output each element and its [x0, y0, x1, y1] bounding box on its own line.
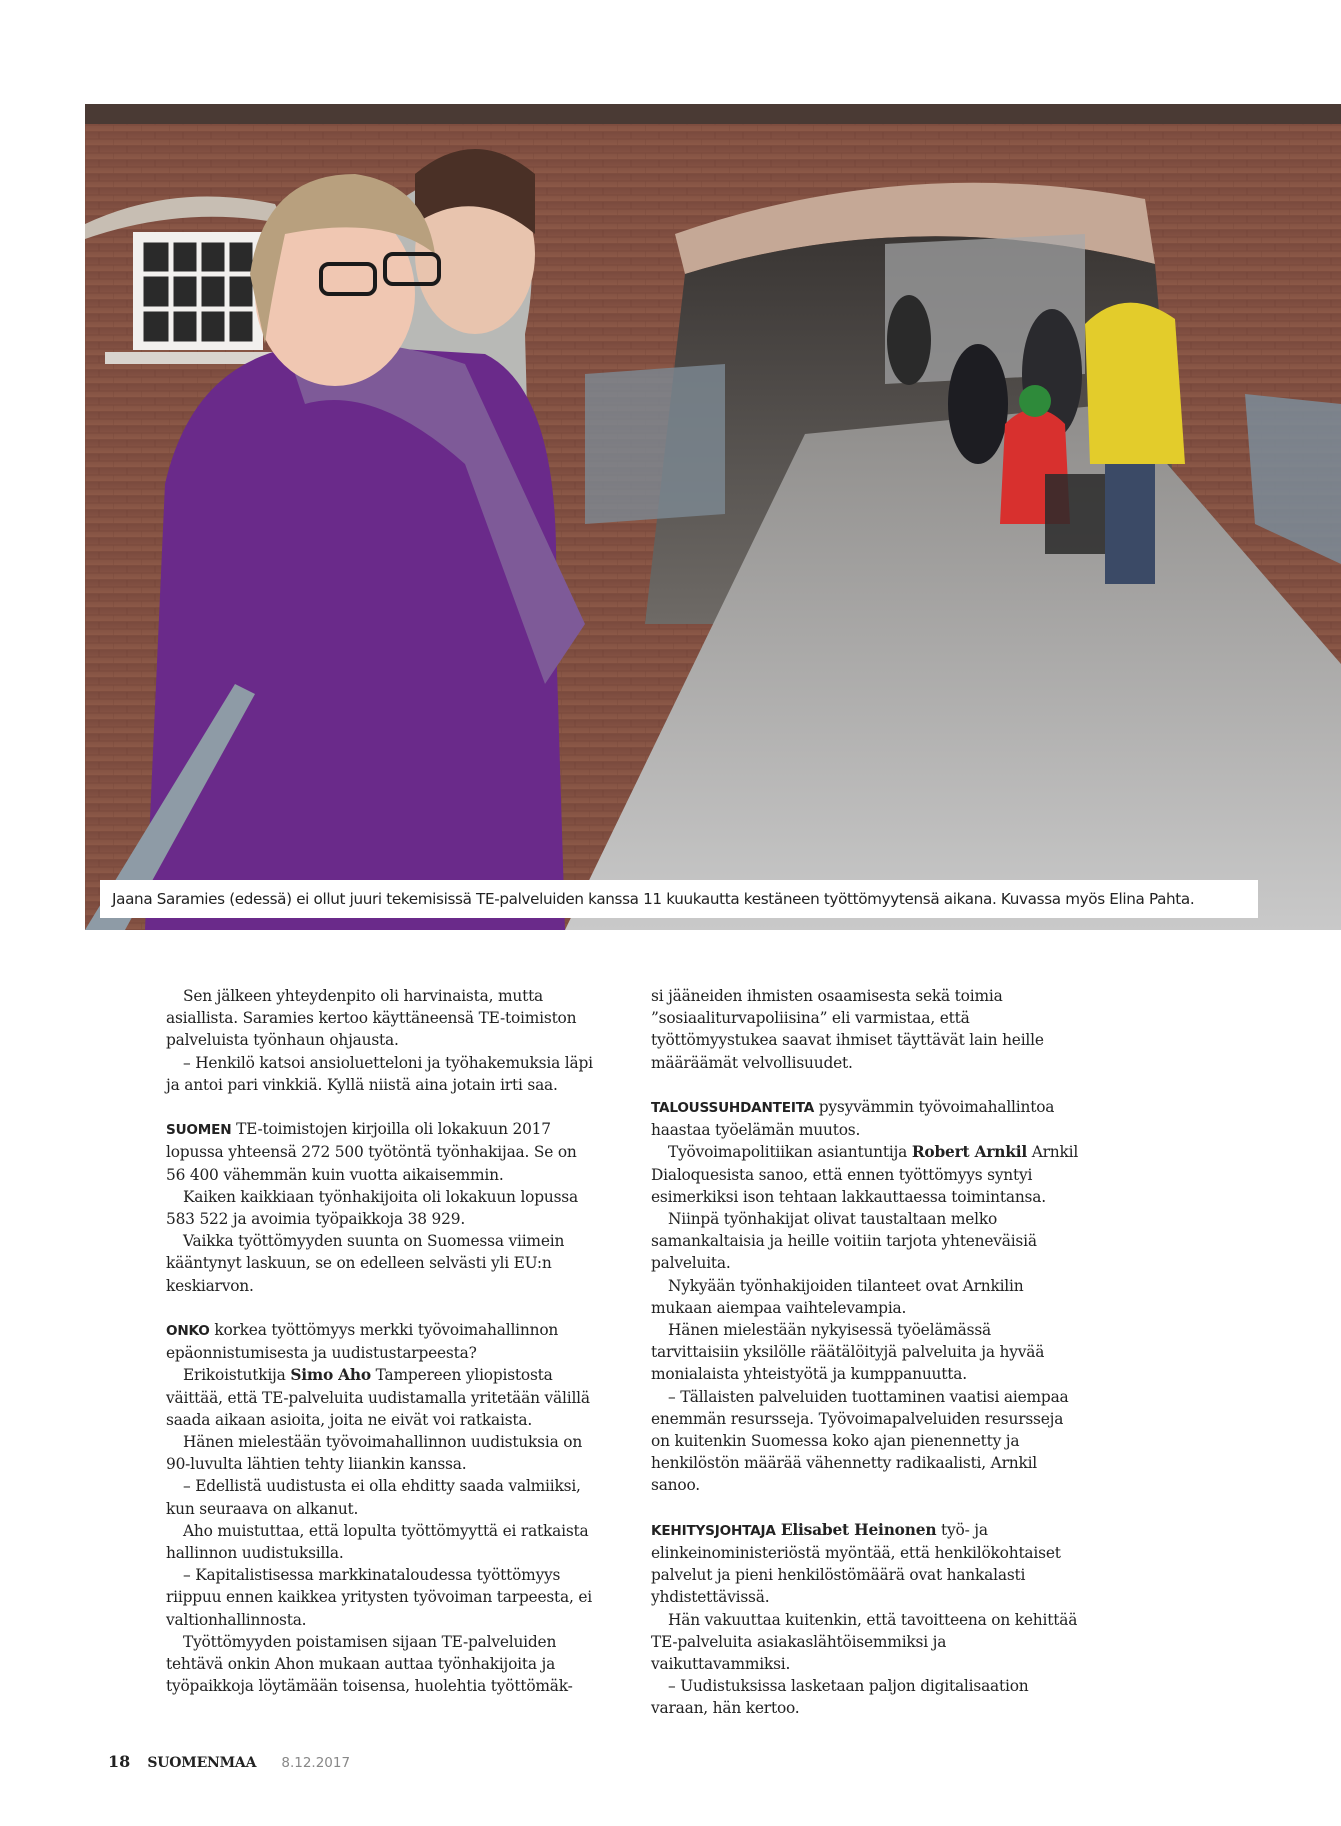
walker-dark	[948, 344, 1008, 464]
cyclist	[887, 295, 931, 385]
article-column-left	[166, 985, 598, 1697]
section-lead-word: SUOMEN	[166, 1122, 232, 1139]
person-name: Simo Aho	[290, 1366, 371, 1385]
paragraph: Sen jälkeen yhteydenpito oli harvinaista, mutta asiallista. Saramies kertoo käyttäneensä TE-toimiston palveluista työnhaun ohjausta.	[166, 987, 577, 1050]
photo-caption: Jaana Saramies (edessä) ei ollut juuri tekemisissä TE-palveluiden kanssa 11 kuukautta kestäneen työttömyytensä aikana. Kuvassa myös Elina Pahta.	[100, 880, 1258, 918]
paragraph: Hänen mielestään nykyisessä työelämässä tarvittaisiin yksilölle räätälöityjä palveluita ja hyvää monialaista yhteistyötä ja kumppanuutta.	[651, 1321, 1045, 1384]
purple-jacket	[145, 344, 565, 930]
paragraph: – Henkilö katsoi ansioluetteloni ja työhakemuksia läpi ja antoi pari vinkkiä. Kyllä niistä aina jotain irti saa.	[166, 1053, 593, 1094]
person-name: Robert Arnkil	[911, 1143, 1028, 1162]
person-name: Elisabet Heinonen	[775, 1520, 937, 1539]
page-footer	[108, 1752, 350, 1771]
paragraph: Työvoimapolitiikan asiantuntija Robert Arnkil Arnkil Dialoquesista sanoo, että ennen työttömyys syntyi esimerkiksi ison tehtaan lakkauttaessa toimintansa.	[651, 1143, 1079, 1206]
section-lead-word: KEHITYSJOHTAJA	[651, 1522, 776, 1539]
wall-top-ledge	[85, 104, 1341, 124]
paragraph: – Tällaisten palveluiden tuottaminen vaatisi aiempaa enemmän resursseja. Työvoimapalveluiden resursseja on kuitenkin Suomessa koko ajan pienennetty ja henkilöstön määrää vähennetty radikaalisti, Arnkil sanoo.	[651, 1387, 1069, 1495]
paragraph: Työttömyyden poistamisen sijaan TE-palveluiden tehtävä onkin Ahon mukaan auttaa työnhakijoita ja työpaikkoja löytämään toisensa, huolehtia työttömäk-	[166, 1632, 573, 1696]
magazine-name: SUOMENMAA	[147, 1755, 257, 1771]
stroller	[1045, 474, 1105, 554]
paragraph: Hän vakuuttaa kuitenkin, että tavoitteena on kehittää TE-palveluita asiakaslähtöisemmiksi ja vaikuttavammiksi.	[651, 1610, 1078, 1674]
paragraph: TALOUSSUHDANTEITA pysyvämmin työvoimahallintoa haastaa työelämän muutos.	[651, 1098, 1055, 1140]
photo-illustration	[85, 104, 1341, 930]
paragraph: KEHITYSJOHTAJA Elisabet Heinonen työ- ja elinkeinoministeriöstä myöntää, että henkilökohtaiset palvelut ja pieni henkilöstömäärä ovat hankalasti yhdistettävissä.	[651, 1520, 1061, 1607]
page-number: 18	[108, 1752, 131, 1771]
paragraph: Nykyään työnhakijoiden tilanteet ovat Arnkilin mukaan aiempaa vaihtelevampia.	[651, 1276, 1024, 1317]
paragraph: ONKO korkea työttömyys merkki työvoimahallinnon epäonnistumisesta ja uudistustarpeesta?	[166, 1321, 559, 1363]
paragraph: – Edellistä uudistusta ei olla ehditty saada valmiiksi, kun seuraava on alkanut.	[166, 1477, 581, 1518]
paragraph: Hänen mielestään työvoimahallinnon uudistuksia on 90-luvulta lähtien tehty liiankin kanssa.	[166, 1433, 583, 1474]
issue-date: 8.12.2017	[281, 1755, 351, 1771]
paragraph: – Kapitalistisessa markkinataloudessa työttömyys riippuu ennen kaikkea yritysten työvoiman tarpeesta, ei valtionhallinnosta.	[166, 1566, 593, 1629]
paragraph: Erikoistutkija Simo Aho Tampereen yliopistosta väittää, että TE-palveluita uudistamalla yritetään välillä saada aikaan asioita, joita ne eivät voi ratkaista.	[166, 1366, 590, 1429]
person-yellow-coat	[1085, 303, 1185, 464]
paragraph: Vaikka työttömyyden suunta on Suomessa viimein kääntynyt laskuun, se on edelleen selvästi yli EU:n keskiarvon.	[166, 1232, 565, 1295]
section-lead-word: TALOUSSUHDANTEITA	[651, 1100, 815, 1116]
paragraph: Aho muistuttaa, että lopulta työttömyyttä ei ratkaista hallinnon uudistuksilla.	[166, 1521, 589, 1563]
window-panes	[141, 240, 255, 344]
section-lead-word: ONKO	[166, 1323, 210, 1340]
article-column-right	[651, 985, 1083, 1720]
paragraph: Kaiken kaikkiaan työnhakijoita oli lokakuun lopussa 583 522 ja avoimia työpaikkoja 38 929.	[166, 1187, 578, 1229]
paragraph: – Uudistuksissa lasketaan paljon digitalisaation varaan, hän kertoo.	[651, 1677, 1029, 1718]
paragraph: Niinpä työnhakijat olivat taustaltaan melko samankaltaisia ja heille voitiin tarjota yhteneväisiä palveluita.	[651, 1210, 1037, 1273]
paragraph: si jääneiden ihmisten osaamisesta sekä toimia ”sosiaaliturvapoliisina” eli varmistaa, että työttömyystukea saavat ihmiset täyttävät lain heille määräämät velvollisuudet.	[651, 987, 1044, 1072]
paragraph: SUOMEN TE-toimistojen kirjoilla oli lokakuun 2017 lopussa yhteensä 272 500 työtöntä työnhakijaa. Se on 56 400 vähemmän kuin vuotta aikaisemmin.	[166, 1120, 577, 1184]
railing-left	[585, 364, 725, 524]
article-photo	[85, 104, 1341, 930]
